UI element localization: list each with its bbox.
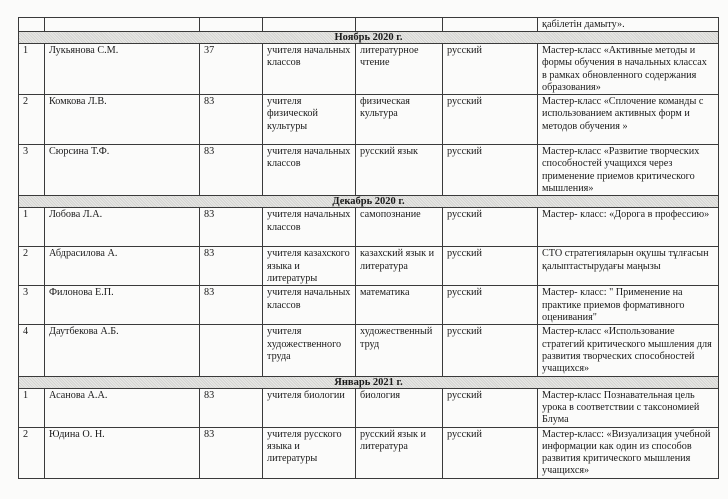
table-row xyxy=(19,44,719,95)
cell-num: 1 xyxy=(19,208,45,247)
table-row xyxy=(19,95,719,145)
month-header-row xyxy=(19,376,719,388)
cell-topic: СТО стратегияларын оқушы тұлғасын қалыптастырудағы маңызы xyxy=(538,247,719,286)
month-header: Ноябрь 2020 г. xyxy=(19,32,719,44)
table-row-continuation xyxy=(19,18,719,32)
cell-num: 1 xyxy=(19,44,45,95)
cell-position: учителя биологии xyxy=(263,388,356,427)
cell-position xyxy=(263,18,356,32)
cell-name xyxy=(45,18,200,32)
cell-name: Асанова А.А. xyxy=(45,388,200,427)
cell-subject: биология xyxy=(356,388,443,427)
cell-name: Лукьянова С.М. xyxy=(45,44,200,95)
cell-language: русский xyxy=(443,388,538,427)
cell-position: учителя начальных классов xyxy=(263,208,356,247)
cell-school: 37 xyxy=(200,44,263,95)
cell-school: 83 xyxy=(200,95,263,145)
cell-language xyxy=(443,18,538,32)
cell-subject: физическая культура xyxy=(356,95,443,145)
cell-topic: қабілетін дамыту». xyxy=(538,18,719,32)
table-row xyxy=(19,286,719,325)
month-header: Январь 2021 г. xyxy=(19,376,719,388)
month-header-row xyxy=(19,32,719,44)
cell-subject: математика xyxy=(356,286,443,325)
cell-topic: Мастер-класс: «Визуализация учебной информации как один из способов развития критического мышления учащихся» xyxy=(538,427,719,478)
cell-num: 3 xyxy=(19,286,45,325)
cell-position: учителя начальных классов xyxy=(263,286,356,325)
cell-topic: Мастер- класс: «Дорога в профессию» xyxy=(538,208,719,247)
cell-num: 4 xyxy=(19,325,45,376)
cell-name: Лобова Л.А. xyxy=(45,208,200,247)
cell-position: учителя начальных классов xyxy=(263,145,356,196)
cell-subject: самопознание xyxy=(356,208,443,247)
cell-language: русский xyxy=(443,44,538,95)
cell-language: русский xyxy=(443,95,538,145)
cell-school: 83 xyxy=(200,286,263,325)
cell-school: 83 xyxy=(200,427,263,478)
cell-topic: Мастер-класс «Сплочение команды с использованием активных форм и методов обучения » xyxy=(538,95,719,145)
cell-num: 2 xyxy=(19,427,45,478)
table-row xyxy=(19,247,719,286)
table-row xyxy=(19,325,719,376)
cell-school xyxy=(200,325,263,376)
cell-position: учителя физической культуры xyxy=(263,95,356,145)
cell-name: Филонова Е.П. xyxy=(45,286,200,325)
cell-name: Сюрсина Т.Ф. xyxy=(45,145,200,196)
cell-subject xyxy=(356,18,443,32)
cell-num: 3 xyxy=(19,145,45,196)
cell-language: русский xyxy=(443,286,538,325)
cell-name: Юдина О. Н. xyxy=(45,427,200,478)
cell-language: русский xyxy=(443,325,538,376)
cell-name: Комкова Л.В. xyxy=(45,95,200,145)
cell-num: 2 xyxy=(19,95,45,145)
table-row xyxy=(19,427,719,478)
month-header: Декабрь 2020 г. xyxy=(19,196,719,208)
cell-position: учителя начальных классов xyxy=(263,44,356,95)
cell-subject: казахский язык и литература xyxy=(356,247,443,286)
cell-topic: Мастер-класс «Активные методы и формы обучения в начальных классах в рамках обновленного содержания образования» xyxy=(538,44,719,95)
cell-subject: русский язык и литература xyxy=(356,427,443,478)
cell-position: учителя казахского языка и литературы xyxy=(263,247,356,286)
cell-position: учителя русского языка и литературы xyxy=(263,427,356,478)
table-row xyxy=(19,388,719,427)
cell-school xyxy=(200,18,263,32)
cell-school: 83 xyxy=(200,208,263,247)
table-row xyxy=(19,208,719,247)
master-class-schedule-table xyxy=(18,17,719,479)
cell-num: 2 xyxy=(19,247,45,286)
cell-name: Абдрасилова А. xyxy=(45,247,200,286)
cell-num: 1 xyxy=(19,388,45,427)
cell-language: русский xyxy=(443,145,538,196)
cell-language: русский xyxy=(443,427,538,478)
cell-topic: Мастер- класс: " Применение на практике приемов формативного оценивания" xyxy=(538,286,719,325)
cell-subject: русский язык xyxy=(356,145,443,196)
cell-position: учителя художественного труда xyxy=(263,325,356,376)
cell-num xyxy=(19,18,45,32)
cell-language: русский xyxy=(443,247,538,286)
cell-topic: Мастер-класс «Использование стратегий критического мышления для развития творческих способностей учащихся» xyxy=(538,325,719,376)
table-row xyxy=(19,145,719,196)
cell-school: 83 xyxy=(200,247,263,286)
cell-subject: художественный труд xyxy=(356,325,443,376)
cell-school: 83 xyxy=(200,388,263,427)
cell-name: Даутбекова А.Б. xyxy=(45,325,200,376)
cell-topic: Мастер-класс «Развитие творческих способностей учащихся через применение приемов критического мышления» xyxy=(538,145,719,196)
month-header-row xyxy=(19,196,719,208)
cell-language: русский xyxy=(443,208,538,247)
cell-subject: литературное чтение xyxy=(356,44,443,95)
cell-topic: Мастер-класс Познавательная цель урока в соответствии с таксономией Блума xyxy=(538,388,719,427)
cell-school: 83 xyxy=(200,145,263,196)
